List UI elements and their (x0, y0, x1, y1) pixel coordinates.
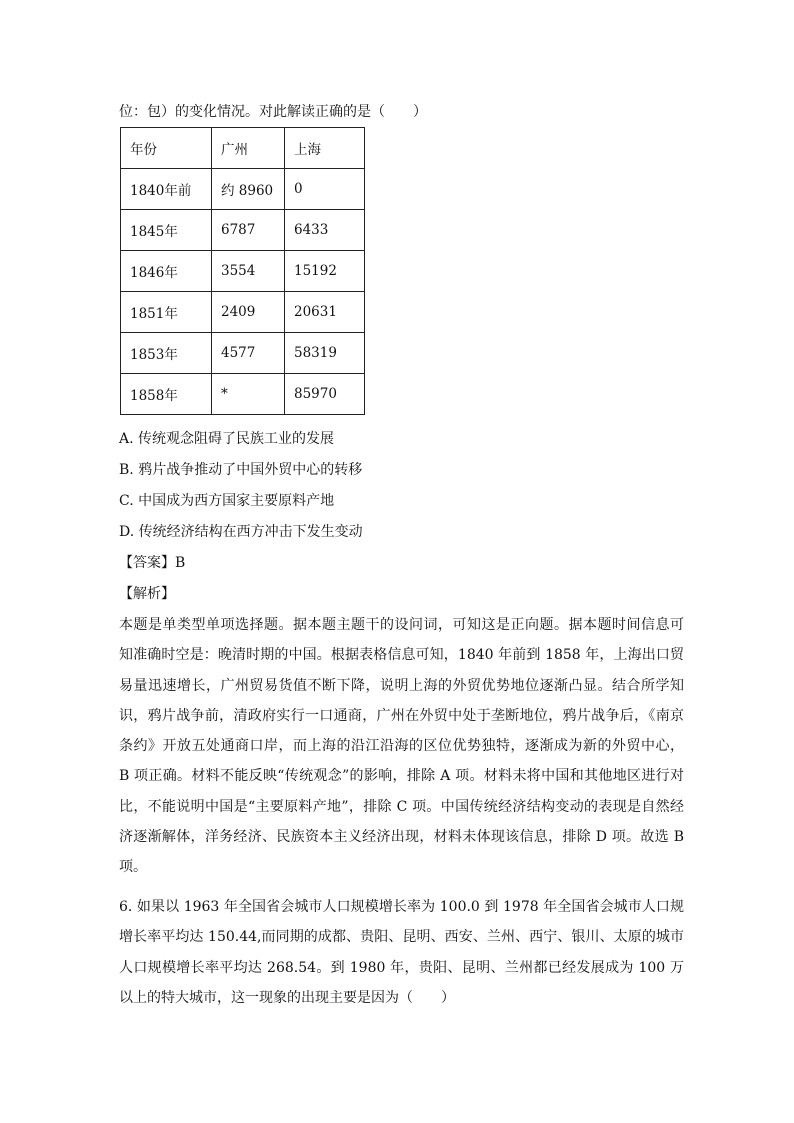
answer-label: 【答案】B (119, 555, 186, 571)
table-row (121, 292, 365, 333)
analysis-line: 比，不能说明中国是“主要原料产地”，排除 C 项。中国传统经济结构变动的表现是自然经 (119, 798, 684, 815)
question-6-line: 6. 如果以 1963 年全国省会城市人口规模增长率为 100.0 到 1978 年全国省会城市人口规 (119, 899, 684, 915)
table-header-row (121, 128, 365, 169)
option-c: C. 中国成为西方国家主要原料产地 (119, 493, 335, 509)
table-cell: 15192 (285, 251, 365, 292)
analysis-line: 识，鸦片战争前，清政府实行一口通商，广州在外贸中处于垄断地位，鸦片战争后，《南京 (119, 707, 684, 724)
table-cell: 4577 (212, 333, 285, 374)
table-row (121, 210, 365, 251)
option-b: B. 鸦片战争推动了中国外贸中心的转移 (119, 462, 363, 478)
analysis-line: 条约》开放五处通商口岸，而上海的沿江沿海的区位优势独特，逐渐成为新的外贸中心， (119, 738, 684, 755)
table-cell: 1858年 (121, 374, 212, 415)
table-cell: 1851年 (121, 292, 212, 333)
question-stem-tail: 位：包）的变化情况。对此解读正确的是（ ） (119, 104, 427, 120)
table-header-cell: 上海 (285, 128, 365, 169)
table-cell: * (212, 374, 285, 415)
analysis-line: 项。 (119, 859, 147, 876)
table-cell: 1846年 (121, 251, 212, 292)
table-row (121, 169, 365, 210)
analysis-paragraph (119, 610, 684, 883)
analysis-label: 【解析】 (119, 586, 175, 602)
table-row (121, 333, 365, 374)
analysis-line: 易量迅速增长，广州贸易货值不断下降，说明上海的外贸优势地位逐渐凸显。结合所学知 (119, 677, 684, 694)
question-6-line: 增长率平均达 150.44,而同期的成都、贵阳、昆明、西安、兰州、西宁、银川、太原的城市 (119, 929, 684, 946)
option-d: D. 传统经济结构在西方冲击下发生变动 (119, 524, 363, 540)
table-cell: 6433 (285, 210, 365, 251)
table-cell: 1845年 (121, 210, 212, 251)
table-header-cell: 年份 (121, 128, 212, 169)
table-cell: 3554 (212, 251, 285, 292)
table-cell: 20631 (285, 292, 365, 333)
table-cell: 2409 (212, 292, 285, 333)
table-cell: 6787 (212, 210, 285, 251)
analysis-line: B 项正确。材料不能反映“传统观念”的影响，排除 A 项。材料未将中国和其他地区进行对 (119, 768, 684, 785)
trade-table-body (121, 128, 365, 415)
table-header-cell: 广州 (212, 128, 285, 169)
table-cell: 1853年 (121, 333, 212, 374)
question-6 (119, 892, 684, 1013)
table-row (121, 374, 365, 415)
analysis-line: 本题是单类型单项选择题。据本题主题干的设问词，可知这是正向题。据本题时间信息可 (119, 617, 684, 633)
table-cell: 1840年前 (121, 169, 212, 210)
table-cell: 0 (285, 169, 365, 210)
table-row (121, 251, 365, 292)
table-cell: 约 8960 (212, 169, 285, 210)
question-6-line: 以上的特大城市，这一现象的出现主要是因为（ ） (119, 989, 455, 1006)
option-a: A. 传统观念阻碍了民族工业的发展 (119, 431, 335, 447)
trade-table (120, 127, 365, 415)
table-cell: 58319 (285, 333, 365, 374)
table-cell: 85970 (285, 374, 365, 415)
analysis-line: 知准确时空是：晚清时期的中国。根据表格信息可知，1840 年前到 1858 年，上海出口贸 (119, 647, 684, 664)
analysis-line: 济逐渐解体，洋务经济、民族资本主义经济出现，材料未体现该信息，排除 D 项。故选 B (119, 829, 684, 846)
question-6-line: 人口规模增长率平均达 268.54。到 1980 年，贵阳、昆明、兰州都已经发展成为 100 万 (119, 959, 684, 976)
